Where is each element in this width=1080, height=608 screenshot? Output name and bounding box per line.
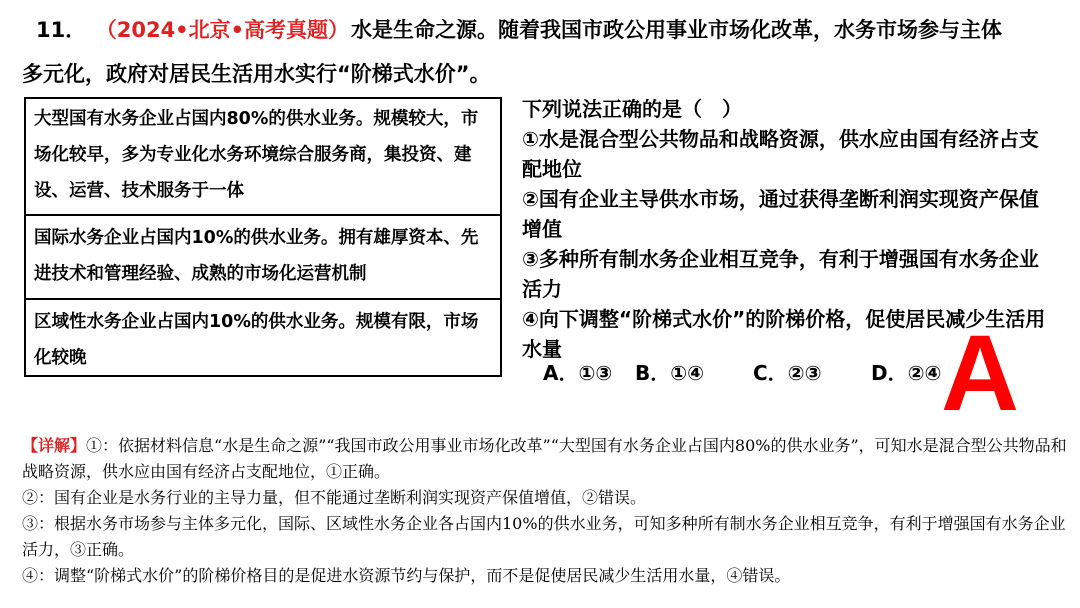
explanation-line2: ②：国有企业是水务行业的主导力量，但不能通过垄断利润实现资产保值增值，②错误。 xyxy=(22,488,647,507)
choice-d: D．②④ xyxy=(871,361,942,385)
option-3: ③多种所有制水务企业相互竞争，有利于增强国有水务企业活力 xyxy=(522,247,1039,301)
explanation xyxy=(22,433,1067,589)
question-source: （2024•北京•高考真题） xyxy=(106,18,350,42)
option-4: ④向下调整“阶梯式水价”的阶梯价格，促使居民减少生活用水量 xyxy=(522,307,1046,361)
choice-b: B．①④ xyxy=(635,361,705,385)
material-row: 国际水务企业占国内10%的供水业务。拥有雄厚资本、先进技术和管理经验、成熟的市场化运营机制 xyxy=(26,216,500,300)
correct-answer-mark: A xyxy=(941,312,1019,433)
material-table xyxy=(24,97,502,377)
question-stem-text1: 水是生命之源。随着我国市政公用事业市场化改革，水务市场参与主体 xyxy=(351,18,1003,42)
explanation-line3: ③：根据水务市场参与主体多元化，国际、区域性水务企业各占国内10%的供水业务，可知多种所有制水务企业相互竞争，有利于增强国有水务企业活力，③正确。 xyxy=(22,514,1066,559)
question-stem-line1 xyxy=(36,14,1002,44)
explanation-tag: 【详解】 xyxy=(22,436,87,455)
question-prompt: 下列说法正确的是（ ） xyxy=(522,97,742,121)
explanation-line1 xyxy=(22,433,1067,485)
choice-a: A．①③ xyxy=(543,361,613,385)
explanation-line4: ④：调整“阶梯式水价”的阶梯价格目的是促进水资源节约与保护，而不是促使居民减少生活用水量，④错误。 xyxy=(22,566,791,585)
explanation-text1: ①：依据材料信息“水是生命之源”“我国市政公用事业市场化改革”“大型国有水务企业占国内80%的供水业务”，可知水是混合型公共物品和战略资源，供水应由国有经济占支配地位，①正确。 xyxy=(22,436,1067,481)
question-stem-line2: 多元化，政府对居民生活用水实行“阶梯式水价”。 xyxy=(22,62,491,86)
option-1: ①水是混合型公共物品和战略资源，供水应由国有经济占支配地位 xyxy=(522,127,1039,181)
option-2: ②国有企业主导供水市场，通过获得垄断利润实现资产保值增值 xyxy=(522,187,1039,241)
answer-choices xyxy=(543,357,941,386)
question-number: 11． xyxy=(36,18,87,42)
choice-c: C．②③ xyxy=(753,361,822,385)
material-row: 大型国有水务企业占国内80%的供水业务。规模较大，市场化较早，多为专业化水务环境综合服务商，集投资、建设、运营、技术服务于一体 xyxy=(26,99,500,216)
material-row: 区域性水务企业占国内10%的供水业务。规模有限，市场化较晚 xyxy=(34,312,479,368)
